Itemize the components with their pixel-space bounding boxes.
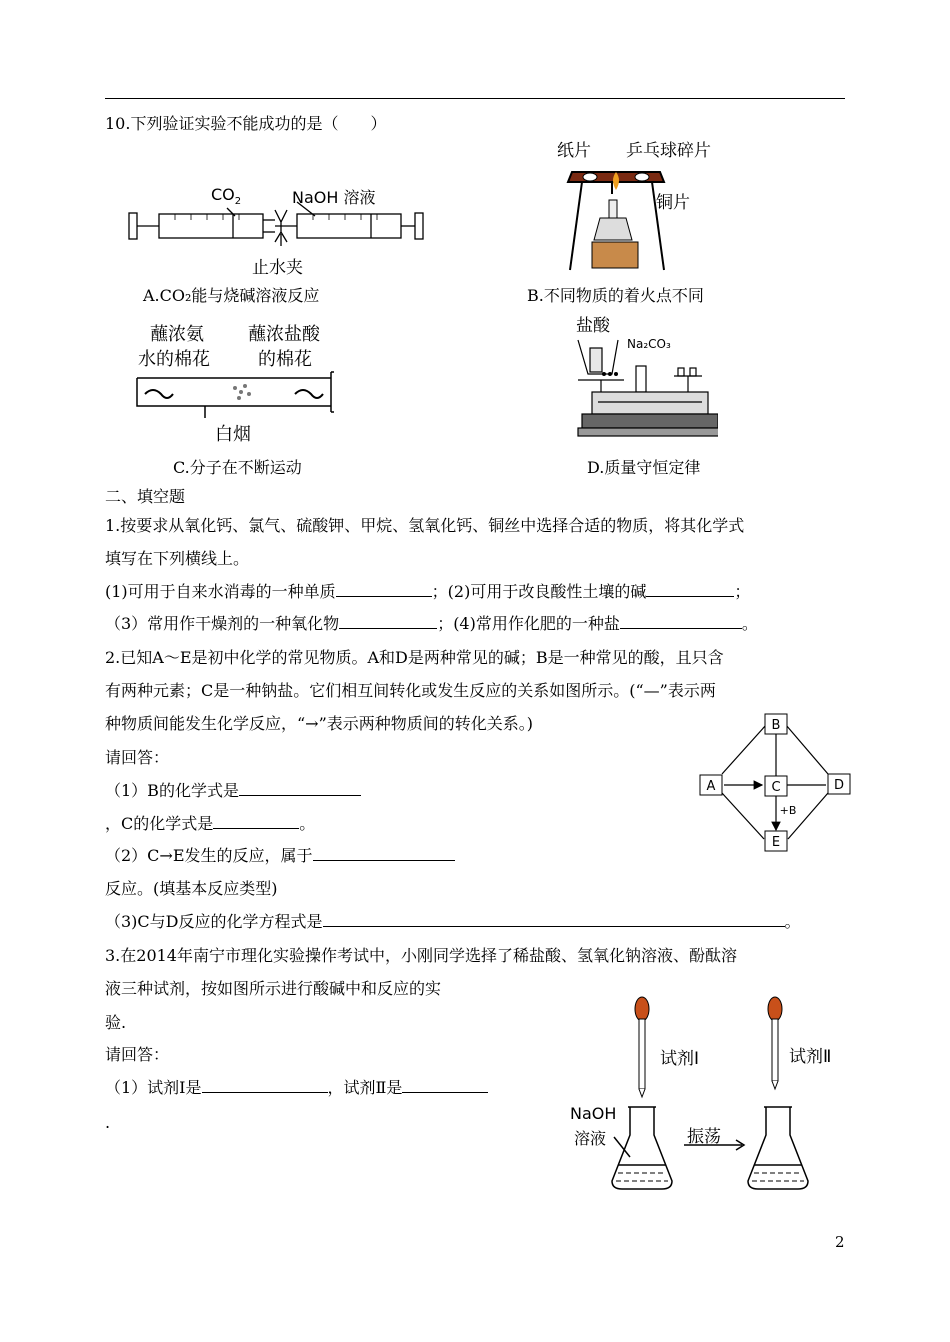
q2-answer-blank-type[interactable] xyxy=(313,846,455,861)
pingpong-label: 乒乓球碎片 xyxy=(626,141,711,161)
header-rule xyxy=(105,98,845,99)
figure-d-balance xyxy=(568,330,718,442)
q1-answer-blank-4[interactable] xyxy=(620,614,742,629)
plus-b-label: +B xyxy=(779,804,797,817)
q2-line2: 有两种元素；C是一种钠盐。它们相互间转化或发生反应的关系如图所示。(“—”表示两 xyxy=(105,681,716,700)
node-b: B xyxy=(771,718,781,733)
q2-answer-blank-equation[interactable] xyxy=(323,912,785,927)
reagent-2-label: 试剂Ⅱ xyxy=(789,1047,832,1067)
q1-part2: ；(2)可用于改良酸性土壤的碱 xyxy=(431,582,647,601)
caption-b: B.不同物质的着火点不同 xyxy=(527,286,704,305)
q2-ask: 请回答： xyxy=(105,748,170,767)
page-number: 2 xyxy=(835,1233,845,1251)
q3-answer-blank-2[interactable] xyxy=(402,1078,488,1093)
na2co3-label: Na₂CO₃ xyxy=(627,337,671,351)
q1-part3: （3）常用作干燥剂的一种氧化物 xyxy=(105,614,340,633)
q2-part2b: 反应。(填基本反应类型) xyxy=(105,879,278,898)
q3-ask: 请回答： xyxy=(105,1045,170,1064)
q3-part1b-text: ，试剂Ⅱ是 xyxy=(327,1078,403,1097)
q3-titration-figure xyxy=(600,995,850,1195)
q2-answer-blank-c[interactable] xyxy=(213,814,299,829)
q1-answer-blank-2[interactable] xyxy=(646,582,734,597)
q2-part3-text: （3)C与D反应的化学方程式是 xyxy=(105,912,323,931)
caption-a: A.CO₂能与烧碱溶液反应 xyxy=(143,286,320,305)
q2-part1-text: （1）B的化学式是 xyxy=(105,781,239,800)
caption-d: D.质量守恒定律 xyxy=(587,458,701,477)
q1-part4: ；(4)常用作化肥的一种盐 xyxy=(437,614,620,633)
q1-line2: 填写在下列横线上。 xyxy=(105,549,250,568)
solution-label: 溶液 xyxy=(574,1129,607,1148)
shake-label: 振荡 xyxy=(687,1127,721,1147)
q1-part2-end: ； xyxy=(734,582,751,601)
q3-answer-blank-1[interactable] xyxy=(202,1078,328,1093)
q2-part3-end: 。 xyxy=(784,912,801,931)
q3-line3: 验. xyxy=(105,1013,127,1032)
naoh-solution-label: NaOH 溶液 xyxy=(292,188,376,207)
q2-part1b-text: ，C的化学式是 xyxy=(105,814,214,833)
node-a: A xyxy=(706,779,716,794)
q3-line2: 液三种试剂，按如图所示进行酸碱中和反应的实 xyxy=(105,979,442,998)
q1-answer-blank-1[interactable] xyxy=(336,582,432,597)
q2-line1: 2.已知A～E是初中化学的常见物质。A和D是两种常见的碱；B是一种常见的酸，且只含 xyxy=(105,648,724,667)
hcl-label-2: 的棉花 xyxy=(258,349,312,370)
q2-part1b-end: 。 xyxy=(299,814,316,833)
q1-part4-end: 。 xyxy=(741,614,758,633)
q3-line1: 3.在2014年南宁市理化实验操作考试中，小刚同学选择了稀盐酸、氢氧化钠溶液、酚酞溶 xyxy=(105,946,737,965)
q1-parts-3-4 xyxy=(105,614,758,634)
q2-answer-blank-b[interactable] xyxy=(239,781,361,796)
q10-stem: 10.下列验证实验不能成功的是（ ） xyxy=(105,114,387,133)
figure-c-tube xyxy=(135,370,335,420)
clamp-label: 止水夹 xyxy=(252,258,303,278)
hcl-label-1: 蘸浓盐酸 xyxy=(248,324,320,345)
q1-part1: (1)可用于自来水消毒的一种单质 xyxy=(105,582,336,601)
q3-dot: . xyxy=(105,1113,111,1132)
node-e: E xyxy=(771,835,781,850)
node-c: C xyxy=(771,780,781,795)
reagent-1-label: 试剂Ⅰ xyxy=(660,1049,700,1069)
co2-label: $CO_2$ xyxy=(211,185,242,208)
node-d: D xyxy=(833,778,845,793)
q2-part3 xyxy=(105,912,801,932)
copper-label: 铜片 xyxy=(656,193,690,213)
section-title: 二、填空题 xyxy=(105,487,186,506)
q1-parts-1-2 xyxy=(105,582,750,602)
figure-b-tripod xyxy=(560,160,670,272)
acid-label: 盐酸 xyxy=(576,316,610,336)
q3-part1 xyxy=(105,1078,488,1098)
q1-answer-blank-3[interactable] xyxy=(339,614,437,629)
paper-label: 纸片 xyxy=(557,141,591,161)
q3-part1-text: （1）试剂Ⅰ是 xyxy=(105,1078,202,1097)
q1-line1: 1.按要求从氧化钙、氯气、硫酸钾、甲烷、氢氧化钙、铜丝中选择合适的物质，将其化学式 xyxy=(105,516,745,535)
ammonia-label-1: 蘸浓氨 xyxy=(150,324,204,345)
naoh-label: NaOH xyxy=(570,1104,617,1123)
q2-part1 xyxy=(105,781,361,801)
q2-relationship-diagram xyxy=(698,712,854,856)
q2-part2 xyxy=(105,846,455,866)
q2-line3: 种物质间能发生化学反应，“→”表示两种物质间的转化关系。) xyxy=(105,714,534,733)
q2-part1b xyxy=(105,814,315,834)
white-smoke-label: 白烟 xyxy=(215,424,251,445)
q2-part2-text: （2）C→E发生的反应，属于 xyxy=(105,846,313,865)
ammonia-label-2: 水的棉花 xyxy=(138,349,210,370)
caption-c: C.分子在不断运动 xyxy=(173,458,302,477)
